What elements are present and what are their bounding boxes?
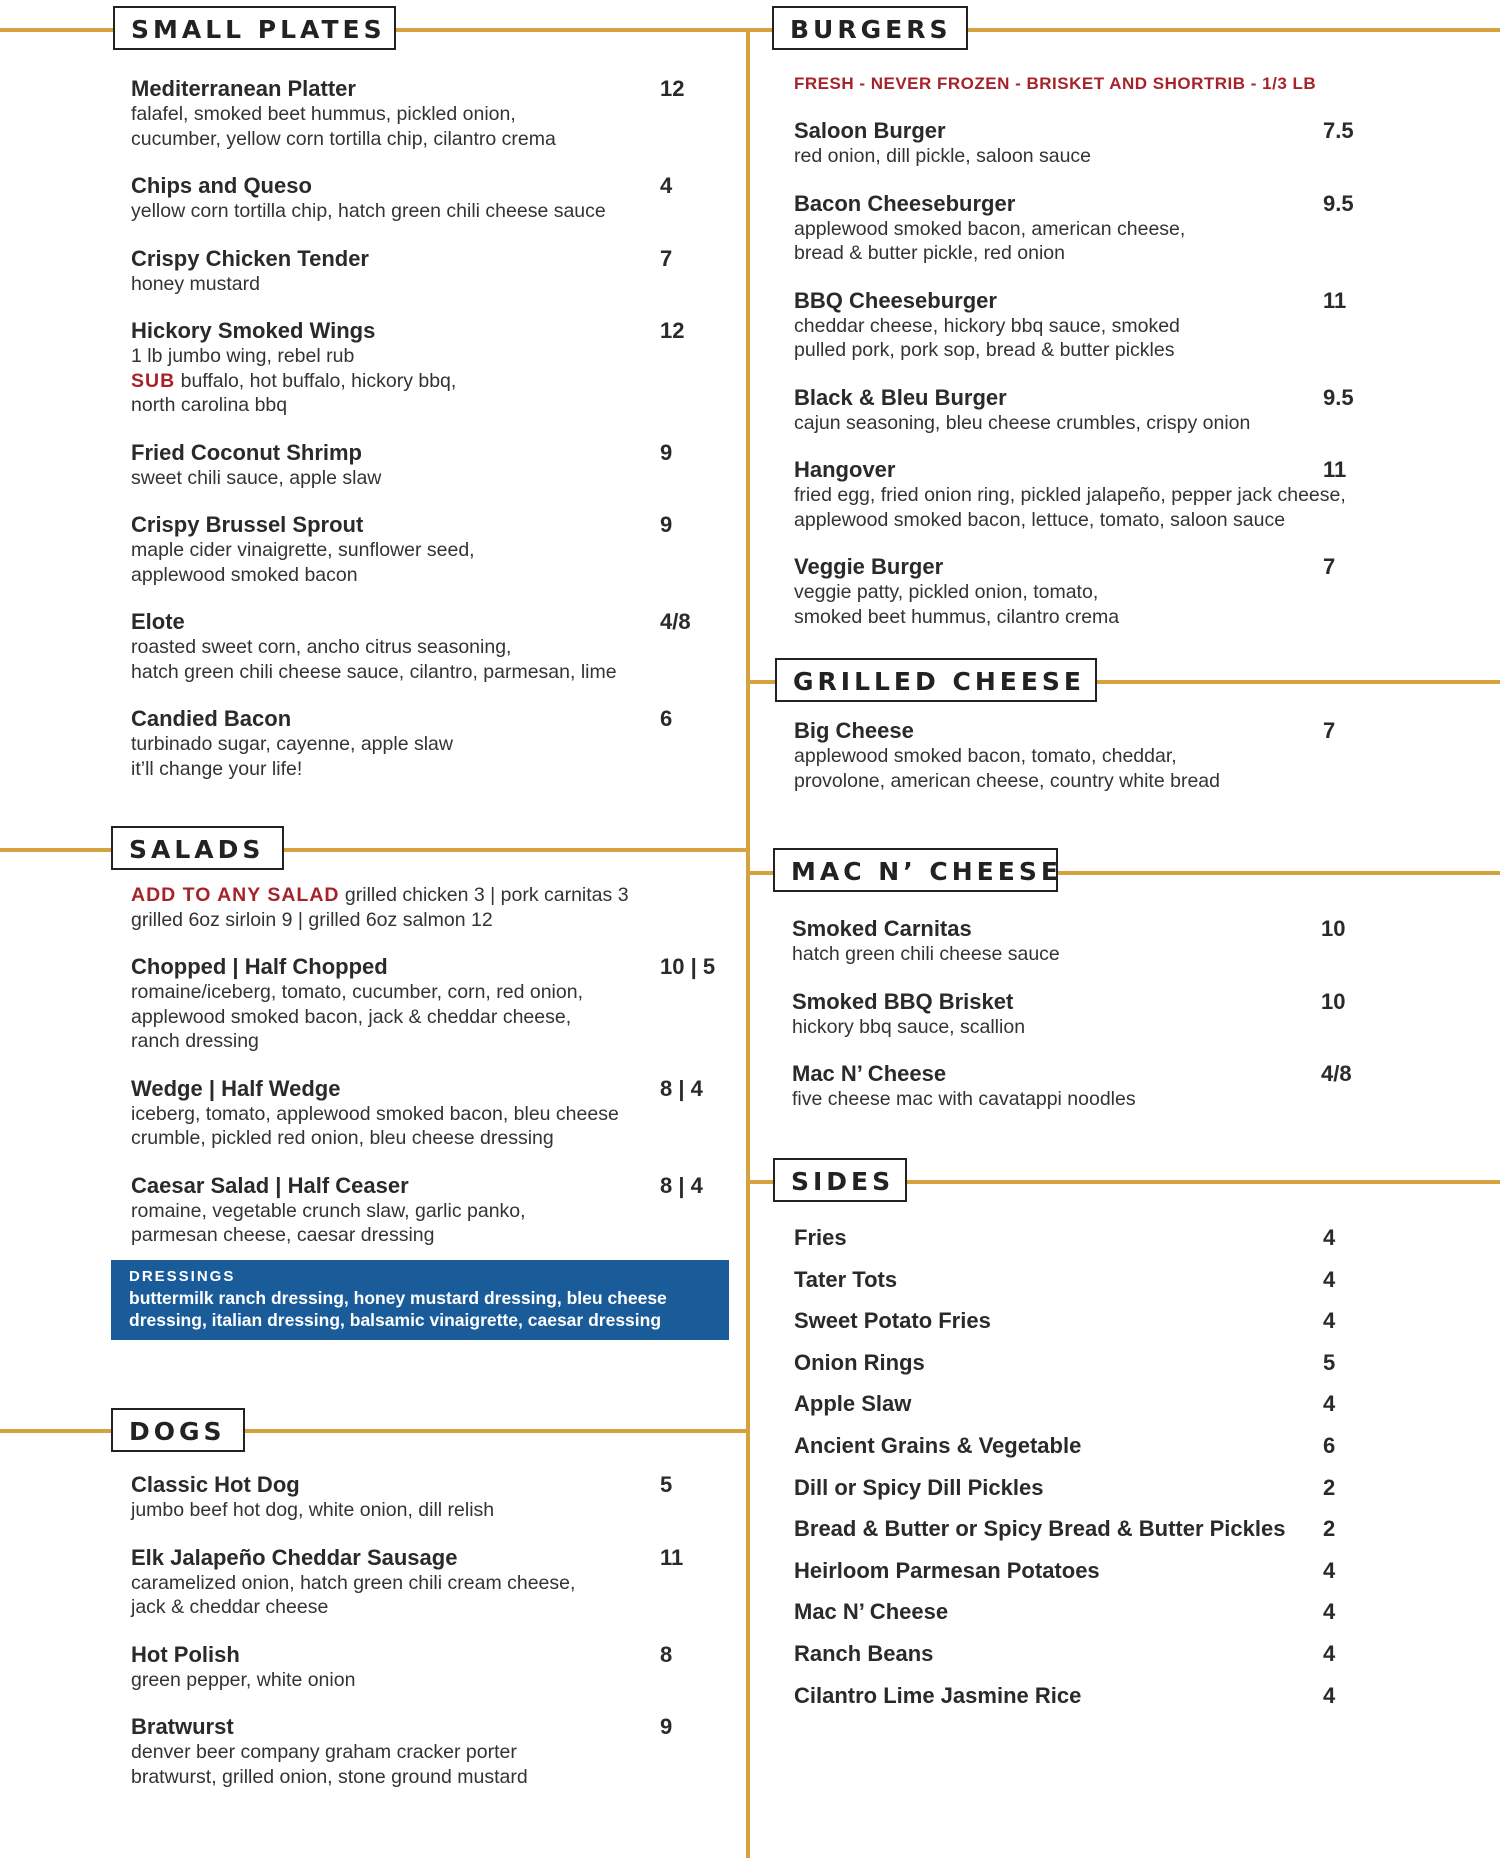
menu-item xyxy=(792,989,1472,1040)
item-name: Hangover xyxy=(794,457,896,482)
item-name: Mediterranean Platter xyxy=(131,76,356,101)
side-name: Apple Slaw xyxy=(794,1391,912,1417)
item-price: 8 | 4 xyxy=(660,1172,703,1198)
side-price: 4 xyxy=(1323,1225,1336,1250)
item-description: bread & butter pickle, red onion xyxy=(794,242,1066,264)
item-description: 1 lb jumbo wing, rebel rub xyxy=(131,345,355,367)
side-name: Tater Tots xyxy=(794,1266,898,1292)
side-item xyxy=(794,1558,1474,1600)
item-name: Elote xyxy=(131,609,185,634)
grilled-cheese-section xyxy=(794,718,1474,815)
menu-item xyxy=(131,512,731,587)
menu-item xyxy=(794,385,1474,436)
dressings-text xyxy=(129,1287,711,1331)
item-name: Chopped | Half Chopped xyxy=(131,954,388,979)
item-description: roasted sweet corn, ancho citrus seasoning, xyxy=(131,636,512,658)
menu-item xyxy=(794,288,1474,363)
item-name: Saloon Burger xyxy=(794,118,946,143)
item-name: Hot Polish xyxy=(131,1641,240,1667)
item-description: applewood smoked bacon, jack & cheddar cheese, xyxy=(131,1005,572,1028)
menu-item xyxy=(131,1472,731,1523)
item-description: hatch green chili cheese sauce xyxy=(792,943,1060,965)
sub-text: buffalo, hot buffalo, hickory bbq, xyxy=(180,369,457,392)
menu-item xyxy=(794,554,1474,629)
add-to-salad-text-2: grilled 6oz sirloin 9 | grilled 6oz salmon 12 xyxy=(131,908,493,931)
item-price: 12 xyxy=(660,318,685,343)
side-item xyxy=(794,1350,1474,1392)
item-price: 7 xyxy=(1323,718,1336,743)
item-description: sweet chili sauce, apple slaw xyxy=(131,466,382,489)
item-description: denver beer company graham cracker porter xyxy=(131,1741,517,1763)
side-name: Ranch Beans xyxy=(794,1640,934,1666)
side-price: 4 xyxy=(1323,1599,1336,1625)
side-name: Onion Rings xyxy=(794,1349,925,1375)
side-price: 4 xyxy=(1323,1266,1336,1292)
side-price: 4 xyxy=(1323,1308,1336,1334)
item-name: Big Cheese xyxy=(794,718,914,743)
menu-item xyxy=(131,1173,731,1248)
dressings-line-1: buttermilk ranch dressing, honey mustard dressing, bleu cheese xyxy=(129,1288,667,1308)
item-description: romaine, vegetable crunch slaw, garlic panko, xyxy=(131,1199,526,1222)
add-to-salad-text: grilled chicken 3 | pork carnitas 3 xyxy=(344,884,629,906)
mac-cheese-heading: MAC N’ CHEESE xyxy=(773,848,1058,892)
item-price: 4/8 xyxy=(660,609,691,634)
side-item xyxy=(794,1308,1474,1350)
item-name: Bacon Cheeseburger xyxy=(794,190,1016,216)
side-price: 2 xyxy=(1323,1516,1336,1542)
small-plates-heading: SMALL PLATES xyxy=(113,6,396,50)
menu-item xyxy=(794,457,1474,532)
item-name: Fried Coconut Shrimp xyxy=(131,439,362,465)
side-price: 4 xyxy=(1323,1557,1336,1583)
side-item xyxy=(794,1516,1474,1558)
item-price: 9 xyxy=(660,1714,673,1739)
item-name: BBQ Cheeseburger xyxy=(794,287,997,313)
item-description: hatch green chili cheese sauce, cilantro, parmesan, lime xyxy=(131,660,617,683)
item-description: hickory bbq sauce, scallion xyxy=(792,1015,1026,1038)
item-description: veggie patty, pickled onion, tomato, xyxy=(794,581,1099,603)
side-name: Fries xyxy=(794,1225,847,1250)
item-name: Elk Jalapeño Cheddar Sausage xyxy=(131,1544,458,1570)
menu-item xyxy=(131,954,731,1054)
item-price: 12 xyxy=(660,76,685,101)
side-name: Cilantro Lime Jasmine Rice xyxy=(794,1682,1082,1708)
item-description: cucumber, yellow corn tortilla chip, cilantro crema xyxy=(131,127,556,150)
side-price: 4 xyxy=(1323,1640,1336,1666)
side-price: 2 xyxy=(1323,1474,1336,1500)
menu-item xyxy=(131,318,731,418)
menu-item xyxy=(794,718,1474,793)
item-price: 10 | 5 xyxy=(660,954,716,979)
item-description: jack & cheddar cheese xyxy=(131,1596,329,1618)
item-name: Chips and Queso xyxy=(131,173,312,198)
item-description: green pepper, white onion xyxy=(131,1668,356,1691)
item-description: maple cider vinaigrette, sunflower seed, xyxy=(131,539,475,561)
side-item xyxy=(794,1225,1474,1267)
item-description: crumble, pickled red onion, bleu cheese dressing xyxy=(131,1127,554,1149)
salads-heading: SALADS xyxy=(111,826,284,870)
menu-item xyxy=(131,440,731,491)
side-item xyxy=(794,1683,1474,1725)
salads-section xyxy=(131,883,731,1270)
item-price: 9 xyxy=(660,439,673,465)
menu-item xyxy=(131,76,731,151)
item-price: 7 xyxy=(1323,554,1336,579)
dogs-section xyxy=(131,1472,731,1811)
item-description: it’ll change your life! xyxy=(131,757,303,780)
item-description: red onion, dill pickle, saloon sauce xyxy=(794,145,1092,167)
menu-item xyxy=(131,173,731,224)
item-name: Smoked BBQ Brisket xyxy=(792,988,1014,1014)
item-name: Black & Bleu Burger xyxy=(794,384,1007,410)
item-description: parmesan cheese, caesar dressing xyxy=(131,1224,435,1246)
item-price: 8 | 4 xyxy=(660,1075,703,1101)
side-name: Bread & Butter or Spicy Bread & Butter Pickles xyxy=(794,1516,1286,1542)
item-name: Bratwurst xyxy=(131,1714,234,1739)
sides-section xyxy=(794,1225,1474,1724)
item-price: 9.5 xyxy=(1323,190,1354,216)
item-price: 4 xyxy=(660,173,673,198)
side-name: Sweet Potato Fries xyxy=(794,1308,991,1334)
menu-item xyxy=(794,118,1474,169)
item-price: 11 xyxy=(1323,457,1347,482)
sub-label: SUB xyxy=(131,369,176,392)
item-description: turbinado sugar, cayenne, apple slaw xyxy=(131,733,453,755)
item-description: cajun seasoning, bleu cheese crumbles, crispy onion xyxy=(794,411,1251,434)
item-description: falafel, smoked beet hummus, pickled onion, xyxy=(131,103,516,125)
sides-heading: SIDES xyxy=(773,1158,907,1202)
menu-item xyxy=(131,706,731,781)
burgers-section xyxy=(794,74,1474,651)
item-description: applewood smoked bacon, lettuce, tomato, saloon sauce xyxy=(794,508,1286,531)
item-price: 9.5 xyxy=(1323,384,1354,410)
menu-item xyxy=(131,1642,731,1693)
item-description: applewood smoked bacon, american cheese, xyxy=(794,217,1186,240)
menu-item xyxy=(131,246,731,297)
burgers-subtitle: FRESH - NEVER FROZEN - BRISKET AND SHORTRIB - 1/3 LB xyxy=(794,74,1317,93)
item-description: smoked beet hummus, cilantro crema xyxy=(794,605,1120,628)
side-price: 5 xyxy=(1323,1349,1336,1375)
side-item xyxy=(794,1641,1474,1683)
menu-item xyxy=(792,1061,1472,1112)
side-name: Dill or Spicy Dill Pickles xyxy=(794,1474,1044,1500)
center-divider xyxy=(746,30,750,1858)
small-plates-section xyxy=(131,76,731,803)
burger-items xyxy=(794,118,1474,629)
sub-text-2: north carolina bbq xyxy=(131,394,288,416)
menu-item xyxy=(131,1545,731,1620)
menu-item xyxy=(794,191,1474,266)
item-name: Hickory Smoked Wings xyxy=(131,318,376,343)
item-description: pulled pork, pork sop, bread & butter pickles xyxy=(794,339,1175,361)
item-name: Crispy Chicken Tender xyxy=(131,245,369,271)
salad-items xyxy=(131,954,731,1248)
side-item xyxy=(794,1391,1474,1433)
side-item xyxy=(794,1267,1474,1309)
side-price: 6 xyxy=(1323,1432,1336,1458)
item-name: Mac N’ Cheese xyxy=(792,1061,947,1086)
menu-item xyxy=(131,1076,731,1151)
item-name: Caesar Salad | Half Ceaser xyxy=(131,1172,409,1198)
item-description: caramelized onion, hatch green chili cream cheese, xyxy=(131,1571,576,1594)
item-price: 11 xyxy=(1323,287,1347,313)
item-name: Veggie Burger xyxy=(794,554,944,579)
item-name: Smoked Carnitas xyxy=(792,916,972,941)
item-description: five cheese mac with cavatappi noodles xyxy=(792,1088,1136,1110)
burgers-heading: BURGERS xyxy=(772,6,968,50)
side-name: Heirloom Parmesan Potatoes xyxy=(794,1557,1100,1583)
mac-cheese-section xyxy=(792,916,1472,1134)
side-name: Mac N’ Cheese xyxy=(794,1599,949,1625)
item-description: yellow corn tortilla chip, hatch green chili cheese sauce xyxy=(131,200,606,222)
menu-item xyxy=(131,1714,731,1789)
menu-item xyxy=(131,609,731,684)
add-to-salad-label: ADD TO ANY SALAD xyxy=(131,884,340,906)
side-item xyxy=(794,1599,1474,1641)
item-price: 11 xyxy=(660,1544,684,1570)
item-description: ranch dressing xyxy=(131,1030,259,1052)
item-description: romaine/iceberg, tomato, cucumber, corn, red onion, xyxy=(131,981,583,1003)
item-sub-options xyxy=(131,369,731,394)
item-price: 8 xyxy=(660,1641,673,1667)
item-description: iceberg, tomato, applewood smoked bacon, bleu cheese xyxy=(131,1102,619,1125)
side-item xyxy=(794,1433,1474,1475)
item-description: cheddar cheese, hickory bbq sauce, smoked xyxy=(794,314,1180,337)
menu-item xyxy=(792,916,1472,967)
item-description: bratwurst, grilled onion, stone ground mustard xyxy=(131,1765,528,1788)
item-price: 5 xyxy=(660,1472,673,1497)
item-name: Wedge | Half Wedge xyxy=(131,1075,341,1101)
item-price: 9 xyxy=(660,512,673,537)
item-name: Candied Bacon xyxy=(131,706,292,731)
item-name: Crispy Brussel Sprout xyxy=(131,512,364,537)
item-description: applewood smoked bacon, tomato, cheddar, xyxy=(794,745,1177,767)
dressings-box xyxy=(111,1260,729,1340)
side-price: 4 xyxy=(1323,1391,1336,1417)
side-price: 4 xyxy=(1323,1682,1336,1708)
item-description: honey mustard xyxy=(131,272,260,295)
salad-add-ons xyxy=(131,883,731,932)
item-description: jumbo beef hot dog, white onion, dill relish xyxy=(131,1499,495,1521)
item-price: 10 xyxy=(1321,916,1346,941)
side-item xyxy=(794,1475,1474,1517)
item-description: fried egg, fried onion ring, pickled jalapeño, pepper jack cheese, xyxy=(794,484,1346,506)
dressings-line-2: dressing, italian dressing, balsamic vinaigrette, caesar dressing xyxy=(129,1310,662,1330)
dogs-heading: DOGS xyxy=(111,1408,245,1452)
grilled-cheese-heading: GRILLED CHEESE xyxy=(775,658,1097,702)
item-price: 6 xyxy=(660,706,673,731)
item-price: 7.5 xyxy=(1323,118,1354,143)
dressings-title: DRESSINGS xyxy=(129,1268,236,1285)
item-description: applewood smoked bacon xyxy=(131,563,358,586)
item-price: 10 xyxy=(1321,988,1346,1014)
side-name: Ancient Grains & Vegetable xyxy=(794,1432,1082,1458)
item-description: provolone, american cheese, country white bread xyxy=(794,769,1220,792)
item-name: Classic Hot Dog xyxy=(131,1472,300,1497)
item-price: 7 xyxy=(660,245,673,271)
item-price: 4/8 xyxy=(1321,1061,1352,1086)
